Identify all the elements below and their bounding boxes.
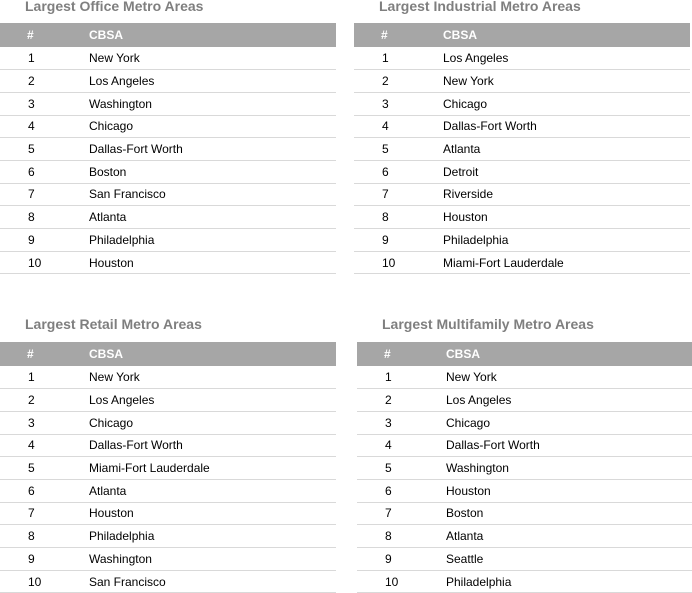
table-header-row — [357, 342, 692, 366]
rank-cell: 1 — [354, 47, 443, 70]
cbsa-cell: Chicago — [446, 411, 692, 434]
table-row — [0, 92, 336, 115]
table-row — [357, 570, 692, 593]
table-row — [0, 570, 336, 593]
cbsa-cell: Miami-Fort Lauderdale — [443, 251, 690, 274]
rank-cell: 4 — [354, 115, 443, 138]
cbsa-cell: Seattle — [446, 548, 692, 571]
office-metro-panel — [0, 0, 336, 280]
rank-cell: 8 — [0, 525, 89, 548]
table-row — [357, 548, 692, 571]
cbsa-cell: Atlanta — [89, 479, 336, 502]
cbsa-cell: San Francisco — [89, 183, 336, 206]
rank-cell: 7 — [0, 183, 89, 206]
table-row — [0, 206, 336, 229]
cbsa-cell: Dallas-Fort Worth — [446, 434, 692, 457]
rank-cell: 9 — [0, 229, 89, 252]
table-row — [357, 434, 692, 457]
cbsa-cell: Philadelphia — [89, 229, 336, 252]
cbsa-cell: Boston — [446, 502, 692, 525]
rank-cell: 6 — [0, 479, 89, 502]
cbsa-cell: Houston — [443, 206, 690, 229]
panel-title: Largest Retail Metro Areas — [25, 316, 202, 332]
table-row — [0, 70, 336, 93]
cbsa-cell: New York — [89, 366, 336, 389]
rank-column-header: # — [381, 28, 388, 42]
cbsa-column-header: CBSA — [89, 347, 124, 361]
rank-cell: 10 — [0, 251, 89, 274]
table-row — [354, 115, 690, 138]
table-row — [0, 548, 336, 571]
rank-cell: 1 — [0, 366, 89, 389]
cbsa-cell: Chicago — [89, 411, 336, 434]
table-row — [357, 389, 692, 412]
cbsa-cell: Houston — [446, 479, 692, 502]
table-row — [357, 479, 692, 502]
table-row — [357, 366, 692, 389]
rank-cell: 4 — [0, 434, 89, 457]
cbsa-cell: Los Angeles — [446, 389, 692, 412]
cbsa-cell: Philadelphia — [446, 570, 692, 593]
rank-cell: 10 — [354, 251, 443, 274]
rank-cell: 1 — [357, 366, 446, 389]
rank-cell: 2 — [0, 70, 89, 93]
cbsa-cell: Chicago — [89, 115, 336, 138]
rank-cell: 6 — [357, 479, 446, 502]
rank-cell: 2 — [357, 389, 446, 412]
rank-cell: 9 — [0, 548, 89, 571]
rank-cell: 5 — [0, 138, 89, 161]
rank-cell: 8 — [354, 206, 443, 229]
rank-cell: 3 — [0, 92, 89, 115]
cbsa-cell: Houston — [89, 251, 336, 274]
rank-column-header: # — [27, 28, 34, 42]
rank-cell: 2 — [354, 70, 443, 93]
table-row — [0, 183, 336, 206]
rank-cell: 3 — [357, 411, 446, 434]
table-row — [354, 70, 690, 93]
rank-cell: 9 — [354, 229, 443, 252]
cbsa-cell: Dallas-Fort Worth — [443, 115, 690, 138]
cbsa-cell: Riverside — [443, 183, 690, 206]
table-header-row — [0, 342, 336, 366]
table-row — [0, 479, 336, 502]
cbsa-cell: Atlanta — [443, 138, 690, 161]
cbsa-cell: Los Angeles — [89, 389, 336, 412]
rank-cell: 3 — [0, 411, 89, 434]
cbsa-column-header: CBSA — [443, 28, 478, 42]
table-row — [0, 251, 336, 274]
cbsa-cell: Washington — [446, 457, 692, 480]
table-row — [0, 47, 336, 70]
table-row — [0, 434, 336, 457]
table-row — [357, 457, 692, 480]
table-row — [354, 183, 690, 206]
table-row — [354, 47, 690, 70]
table-header-row — [0, 23, 336, 47]
cbsa-column-header: CBSA — [89, 28, 124, 42]
panel-title: Largest Office Metro Areas — [25, 0, 204, 14]
rank-cell: 5 — [0, 457, 89, 480]
table-row — [357, 411, 692, 434]
panel-title: Largest Industrial Metro Areas — [379, 0, 581, 14]
table-row — [0, 502, 336, 525]
cbsa-cell: Atlanta — [446, 525, 692, 548]
cbsa-cell: San Francisco — [89, 570, 336, 593]
cbsa-cell: Detroit — [443, 160, 690, 183]
cbsa-cell: Washington — [89, 548, 336, 571]
table-row — [354, 206, 690, 229]
rank-cell: 7 — [0, 502, 89, 525]
panel-title: Largest Multifamily Metro Areas — [382, 316, 594, 332]
rank-cell: 8 — [0, 206, 89, 229]
cbsa-cell: Dallas-Fort Worth — [89, 138, 336, 161]
cbsa-cell: Philadelphia — [443, 229, 690, 252]
table-row — [0, 457, 336, 480]
rank-cell: 5 — [357, 457, 446, 480]
table-row — [357, 502, 692, 525]
cbsa-cell: Miami-Fort Lauderdale — [89, 457, 336, 480]
cbsa-cell: Houston — [89, 502, 336, 525]
cbsa-cell: New York — [443, 70, 690, 93]
table-row — [354, 160, 690, 183]
rank-cell: 6 — [0, 160, 89, 183]
cbsa-cell: Washington — [89, 92, 336, 115]
cbsa-cell: Los Angeles — [89, 70, 336, 93]
rank-cell: 4 — [0, 115, 89, 138]
table-row — [354, 251, 690, 274]
retail-metro-panel — [0, 316, 336, 592]
rank-cell: 5 — [354, 138, 443, 161]
table-row — [357, 525, 692, 548]
table-row — [354, 229, 690, 252]
cbsa-cell: Dallas-Fort Worth — [89, 434, 336, 457]
cbsa-cell: Atlanta — [89, 206, 336, 229]
multifamily-metro-panel — [357, 316, 692, 592]
table-row — [0, 366, 336, 389]
cbsa-cell: Boston — [89, 160, 336, 183]
rank-cell: 10 — [357, 570, 446, 593]
multifamily-metro-table — [357, 342, 692, 593]
table-row — [0, 115, 336, 138]
office-metro-table — [0, 23, 336, 274]
rank-column-header: # — [384, 347, 391, 361]
table-row — [354, 138, 690, 161]
table-row — [0, 229, 336, 252]
industrial-metro-table — [354, 23, 690, 274]
rank-cell: 4 — [357, 434, 446, 457]
rank-cell: 7 — [354, 183, 443, 206]
cbsa-cell: Chicago — [443, 92, 690, 115]
table-row — [0, 160, 336, 183]
rank-column-header: # — [27, 347, 34, 361]
retail-metro-table — [0, 342, 336, 593]
cbsa-cell: New York — [446, 366, 692, 389]
table-row — [0, 525, 336, 548]
rank-cell: 1 — [0, 47, 89, 70]
table-row — [354, 92, 690, 115]
cbsa-cell: Los Angeles — [443, 47, 690, 70]
cbsa-column-header: CBSA — [446, 347, 481, 361]
rank-cell: 8 — [357, 525, 446, 548]
rank-cell: 2 — [0, 389, 89, 412]
industrial-metro-panel — [354, 0, 690, 280]
rank-cell: 10 — [0, 570, 89, 593]
table-row — [0, 411, 336, 434]
table-row — [0, 389, 336, 412]
table-header-row — [354, 23, 690, 47]
rank-cell: 3 — [354, 92, 443, 115]
rank-cell: 7 — [357, 502, 446, 525]
cbsa-cell: New York — [89, 47, 336, 70]
cbsa-cell: Philadelphia — [89, 525, 336, 548]
rank-cell: 9 — [357, 548, 446, 571]
table-row — [0, 138, 336, 161]
rank-cell: 6 — [354, 160, 443, 183]
